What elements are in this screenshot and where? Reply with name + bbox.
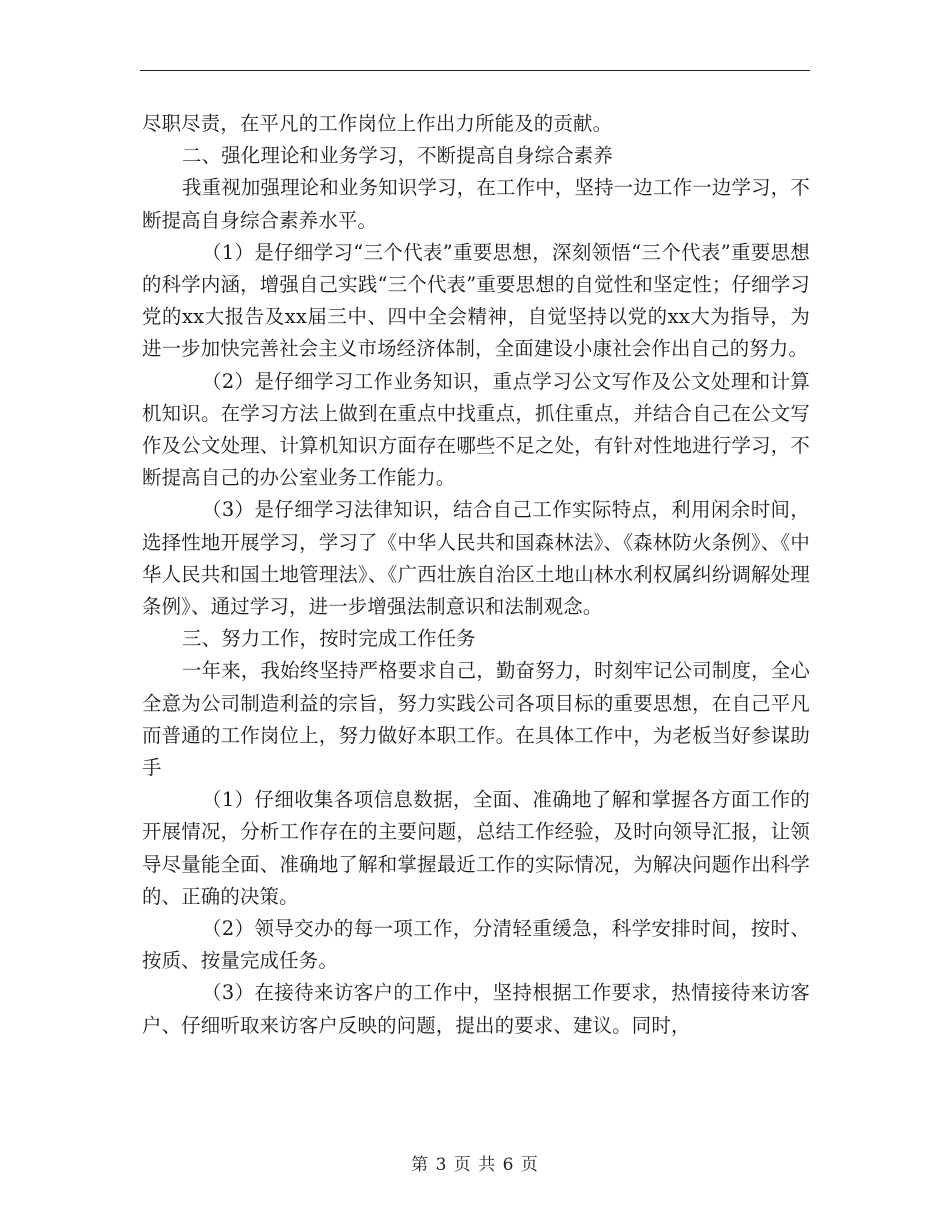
paragraph: 一年来，我始终坚持严格要求自己，勤奋努力，时刻牢记公司制度，全心全意为公司制造利益的宗旨，努力实践公司各项目标的重要思想，在自己平凡而普通的工作岗位上，努力做好本职工作。在具体工作中，为老板当好参谋助手 [142, 659, 810, 780]
page-number: 第 3 页 共 6 页 [411, 1155, 539, 1175]
paragraph: 我重视加强理论和业务知识学习，在工作中，坚持一边工作一边学习，不断提高自身综合素养水平。 [142, 176, 810, 232]
document-body [142, 108, 810, 1042]
list-item: （3）在接待来访客户的工作中，坚持根据工作要求，热情接待来访客户、仔细听取来访客户反映的问题，提出的要求、建议。同时， [142, 981, 810, 1037]
section-heading: 二、强化理论和业务学习，不断提高自身综合素养 [182, 144, 613, 168]
list-item: （3）是仔细学习法律知识，结合自己工作实际特点，利用闲余时间，选择性地开展学习，学习了《中华人民共和国森林法》、《森林防火条例》、《中华人民共和国土地管理法》、《广西壮族自治区土地山林水利权属纠纷调解处理条例》、通过学习，进一步增强法制意识和法制观念。 [142, 498, 810, 619]
header-rule [140, 70, 810, 71]
list-item: （2）是仔细学习工作业务知识，重点学习公文写作及公文处理和计算机知识。在学习方法上做到在重点中找重点，抓住重点，并结合自己在公文写作及公文处理、计算机知识方面存在哪些不足之处，有针对性地进行学习，不断提高自己的办公室业务工作能力。 [142, 369, 810, 490]
list-item: （1）仔细收集各项信息数据，全面、准确地了解和掌握各方面工作的开展情况，分析工作存在的主要问题，总结工作经验，及时向领导汇报，让领导尽量能全面、准确地了解和掌握最近工作的实际情况，为解决问题作出科学的、正确的决策。 [142, 788, 810, 908]
section-heading: 三、努力工作，按时完成工作任务 [182, 627, 476, 651]
paragraph: 尽职尽责，在平凡的工作岗位上作出力所能及的贡献。 [142, 112, 613, 135]
list-item: （2）领导交办的每一项工作，分清轻重缓急，科学安排时间，按时、按质、按量完成任务。 [142, 917, 810, 973]
list-item: （1）是仔细学习“三个代表”重要思想，深刻领悟“三个代表”重要思想的科学内涵，增强自己实践“三个代表”重要思想的自觉性和坚定性；仔细学习党的xx大报告及xx届三中、四中全会精神，自觉坚持以党的xx大为指导，为进一步加快完善社会主义市场经济体制，全面建设小康社会作出自己的努力。 [142, 240, 810, 361]
